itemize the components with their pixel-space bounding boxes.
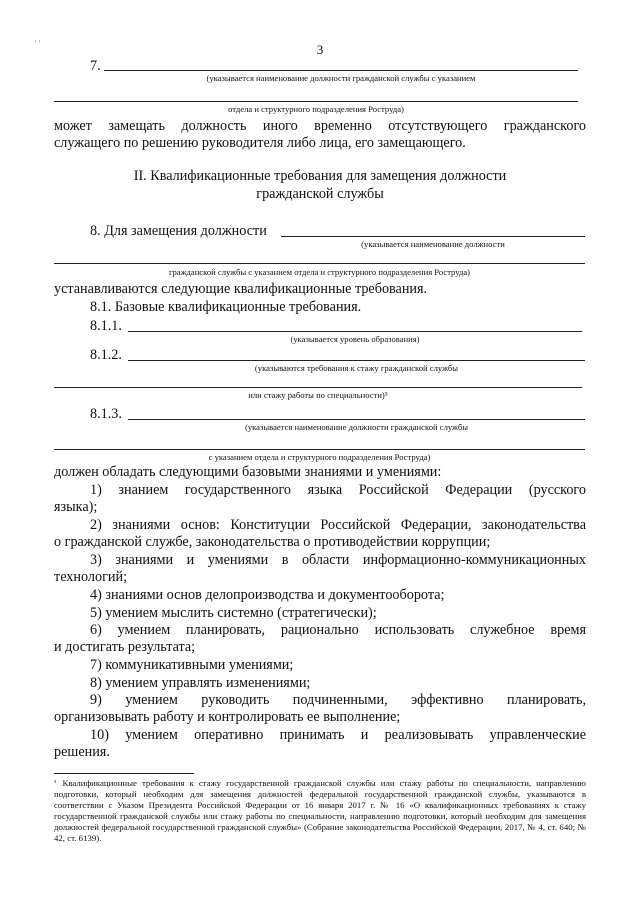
item7-blank-line-2 xyxy=(54,101,578,102)
section2-title-line-1: II. Квалификационные требования для замещения должности xyxy=(133,168,507,184)
item8-blank-line-2 xyxy=(54,263,585,264)
item7-hint-1: (указывается наименование должности гражданской службы с указанием xyxy=(206,73,476,83)
item812-label: 8.1.2. xyxy=(90,347,122,363)
page-number: 3 xyxy=(316,42,324,57)
item7-hint-2: отдела и структурного подразделения Роструда) xyxy=(228,104,404,114)
item8-hint-1: (указывается наименование должности xyxy=(361,239,505,249)
item8-sub1: 8.1. Базовые квалификационные требования. xyxy=(90,299,362,315)
footnote-separator xyxy=(54,773,194,774)
skill-9-line-1: 9) умением руководить подчиненными, эффективно планировать, xyxy=(90,692,586,708)
skill-9-line-2: организовывать работу и контролировать ее выполнение; xyxy=(54,709,401,725)
skill-8: 8) умением управлять изменениями; xyxy=(90,675,311,691)
item8-label: 8. Для замещения должности xyxy=(90,223,267,239)
skill-2-line-2: о гражданской службе, законодательства о противодействии коррупции; xyxy=(54,534,491,550)
item8-after: устанавливаются следующие квалификационные требования. xyxy=(54,281,428,297)
item813-blank-line-1 xyxy=(128,419,585,420)
item7-text-line-2: служащего по решению руководителя либо лица, его замещающего. xyxy=(54,135,466,151)
item7-number: 7. xyxy=(90,58,101,74)
item8-blank-line-1 xyxy=(281,236,585,237)
skill-3-line-1: 3) знаниями и умениями в области информационно-коммуникационных xyxy=(90,552,586,568)
item813-blank-line-2 xyxy=(54,449,585,450)
footnote-text: Квалификационные требования к стажу государственной гражданской службы или стажу работы по специальности, направлению подготовки, который необходим для замещения должностей федеральной государственной гражданской службы, указываются в соответствии с Указом Президента Российской Федерации от 16 января 2017 г. № 16 «О квалификационных требованиях к стажу государственной гражданской службы или стажу работы по специальности, направлению подготовки, который необходим для замещения должностей федеральной государственной гражданской службы» (Собрание законодательства Российской Федерации, 2017, № 4, ст. 640; № 42, ст. 6139). xyxy=(54,778,586,843)
skill-4: 4) знаниями основ делопроизводства и документооборота; xyxy=(90,587,445,603)
item813-hint-1: (указывается наименование должности гражданской службы xyxy=(244,422,469,432)
skill-6-line-2: и достигать результата; xyxy=(54,639,196,655)
skill-1-line-2: языка); xyxy=(54,499,98,515)
item813-hint-2: с указанием отдела и структурного подразделения Роструда) xyxy=(208,452,431,462)
item7-text-line-1: может замещать должность иного временно отсутствующего гражданского xyxy=(54,118,586,134)
item811-hint: (указывается уровень образования) xyxy=(290,334,420,344)
item811-label: 8.1.1. xyxy=(90,318,122,334)
footnote xyxy=(54,778,586,844)
item812-blank-line-1 xyxy=(128,360,585,361)
item8-must: должен обладать следующими базовыми знаниями и умениями: xyxy=(54,464,442,480)
item813-label: 8.1.3. xyxy=(90,406,122,422)
skill-2-line-1: 2) знаниями основ: Конституции Российской Федерации, законодательства xyxy=(90,517,586,533)
item811-blank-line xyxy=(128,331,582,332)
skill-10-line-2: решения. xyxy=(54,744,110,760)
skill-10-line-1: 10) умением оперативно принимать и реализовывать управленческие xyxy=(90,727,586,743)
item8-hint-2: гражданской службы с указанием отдела и структурного подразделения Роструда) xyxy=(168,267,471,277)
item812-hint-1: (указываются требования к стажу гражданской службы xyxy=(254,363,459,373)
skill-3-line-2: технологий; xyxy=(54,569,128,585)
item7-blank-line-1 xyxy=(104,70,578,71)
item812-blank-line-2 xyxy=(54,387,582,388)
skill-1-line-1: 1) знанием государственного языка Российской Федерации (русского xyxy=(90,482,586,498)
corner-marks: ' ' xyxy=(35,38,41,48)
skill-5: 5) умением мыслить системно (стратегически); xyxy=(90,605,377,621)
section2-title-line-2: гражданской службы xyxy=(256,186,384,202)
footnote-mark: ⁵ xyxy=(54,779,57,787)
item812-hint-2: или стажу работы по специальности)⁵ xyxy=(248,390,388,400)
skill-7: 7) коммуникативными умениями; xyxy=(90,657,294,673)
skill-6-line-1: 6) умением планировать, рационально использовать служебное время xyxy=(90,622,586,638)
